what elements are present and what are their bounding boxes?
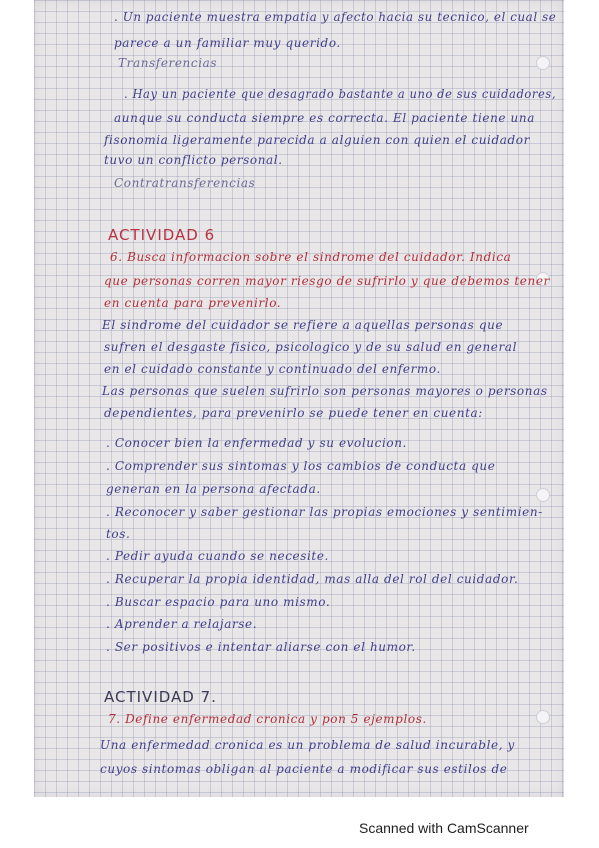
section-heading: ACTIVIDAD 6 bbox=[108, 226, 216, 244]
list-item: . Comprender sus sintomas y los cambios de conducta que bbox=[106, 459, 496, 473]
answer-line: Las personas que suelen sufrirlo son personas mayores o personas bbox=[102, 384, 548, 398]
answer-line: El sindrome del cuidador se refiere a aquellas personas que bbox=[102, 318, 504, 332]
text-line-label: Transferencias bbox=[118, 56, 218, 70]
question-line: en cuenta para prevenirlo. bbox=[104, 296, 282, 310]
binder-hole-icon bbox=[536, 56, 550, 70]
question-line: 7. Define enfermedad cronica y pon 5 ejemplos. bbox=[108, 712, 427, 726]
binder-hole-icon bbox=[536, 488, 550, 502]
text-line-label: Contratransferencias bbox=[114, 176, 256, 190]
answer-line: en el cuidado constante y continuado del enfermo. bbox=[104, 362, 441, 376]
list-item: . Ser positivos e intentar aliarse con el humor. bbox=[106, 640, 416, 654]
answer-line: dependientes, para prevenirlo se puede tener en cuenta: bbox=[104, 406, 483, 420]
text-line: tuvo un conflicto personal. bbox=[104, 153, 283, 167]
section-heading: ACTIVIDAD 7. bbox=[104, 688, 217, 706]
list-item: . Reconocer y saber gestionar las propias emociones y sentimien- bbox=[106, 505, 543, 519]
answer-line: Una enfermedad cronica es un problema de salud incurable, y bbox=[100, 738, 515, 752]
text-line: parece a un familiar muy querido. bbox=[114, 36, 341, 50]
list-item: generan en la persona afectada. bbox=[106, 482, 321, 496]
text-line: fisonomia ligeramente parecida a alguien con quien el cuidador bbox=[104, 133, 530, 147]
scanner-watermark: Scanned with CamScanner bbox=[359, 820, 529, 836]
text-line: . Hay un paciente que desagrado bastante a uno de sus cuidadores, bbox=[124, 87, 557, 101]
question-line: que personas corren mayor riesgo de sufrirlo y que debemos tener bbox=[104, 274, 550, 288]
list-item: tos. bbox=[106, 527, 131, 541]
list-item: . Recuperar la propia identidad, mas alla del rol del cuidador. bbox=[106, 572, 519, 586]
notebook-page bbox=[34, 0, 564, 797]
question-line: 6. Busca informacion sobre el sindrome del cuidador. Indica bbox=[110, 250, 512, 264]
text-line: aunque su conducta siempre es correcta. El paciente tiene una bbox=[114, 111, 535, 125]
list-item: . Aprender a relajarse. bbox=[106, 617, 258, 631]
answer-line: sufren el desgaste fisico, psicologico y de su salud en general bbox=[104, 340, 518, 354]
answer-line: cuyos sintomas obligan al paciente a modificar sus estilos de bbox=[100, 762, 508, 776]
list-item: . Buscar espacio para uno mismo. bbox=[106, 595, 331, 609]
list-item: . Conocer bien la enfermedad y su evolucion. bbox=[106, 436, 407, 450]
text-line: . Un paciente muestra empatia y afecto hacia su tecnico, el cual se bbox=[114, 10, 557, 24]
binder-hole-icon bbox=[536, 710, 550, 724]
list-item: . Pedir ayuda cuando se necesite. bbox=[106, 549, 329, 563]
